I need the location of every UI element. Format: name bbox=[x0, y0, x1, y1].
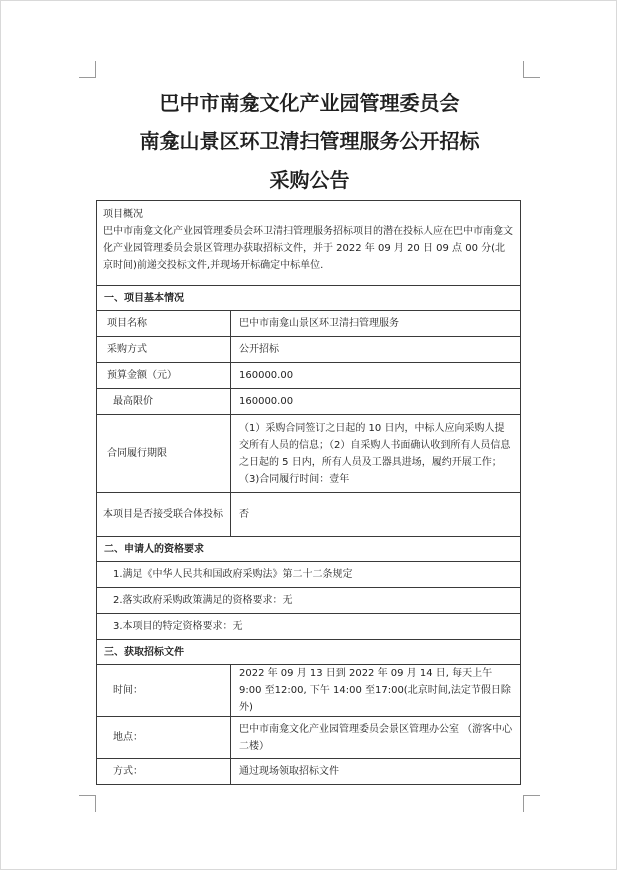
overview-row bbox=[97, 201, 521, 286]
table-row bbox=[97, 389, 521, 415]
title-line-3: 采购公告 bbox=[269, 168, 350, 192]
table-row bbox=[97, 493, 521, 537]
procurement-method-label: 采购方式 bbox=[97, 337, 231, 363]
overview-cell bbox=[97, 201, 521, 286]
section-1-header-row bbox=[97, 286, 521, 311]
section-2-heading: 二、申请人的资格要求 bbox=[97, 537, 521, 562]
table-row bbox=[97, 665, 521, 717]
section-1-heading: 一、项目基本情况 bbox=[97, 286, 521, 311]
list-item bbox=[97, 588, 521, 614]
title-line-2: 南龛山景区环卫清扫管理服务公开招标 bbox=[139, 129, 480, 153]
title-line-1: 巴中市南龛文化产业园管理委员会 bbox=[159, 91, 460, 115]
table-row bbox=[97, 759, 521, 785]
time-label: 时间： bbox=[97, 665, 231, 717]
max-price-value: 160000.00 bbox=[231, 389, 521, 415]
qualification-item: 3.本项目的特定资格要求：无 bbox=[97, 614, 521, 640]
table-row bbox=[97, 337, 521, 363]
qualification-item: 1.满足《中华人民共和国政府采购法》第二十二条规定 bbox=[97, 562, 521, 588]
table-row bbox=[97, 363, 521, 389]
method-value: 通过现场领取招标文件 bbox=[231, 759, 521, 785]
max-price-label: 最高限价 bbox=[97, 389, 231, 415]
table-row bbox=[97, 311, 521, 337]
announcement-table bbox=[96, 200, 521, 785]
overview-heading: 项目概况 bbox=[103, 209, 143, 220]
method-label: 方式： bbox=[97, 759, 231, 785]
budget-label: 预算金额（元） bbox=[97, 363, 231, 389]
procurement-method-value: 公开招标 bbox=[231, 337, 521, 363]
contract-period-value: （1）采购合同签订之日起的 10 日内，中标人应向采购人提交所有人员的信息；（2）自采购人书面确认收到所有人员信息之日起的 5 日内，所有人员及工器具进场，履约开展工作；（3)合同履行时间：壹年 bbox=[231, 415, 521, 493]
overview-text: 巴中市南龛文化产业园管理委员会环卫清扫管理服务招标项目的潜在投标人应在巴中市南龛文化产业园管理委员会景区管理办获取招标文件，并于 2022 年 09 月 20 日 09 点 00 分(北京时间)前递交投标文件,并现场开标确定中标单位. bbox=[103, 226, 513, 271]
crop-mark-bottom-left bbox=[79, 795, 96, 812]
crop-mark-top-right bbox=[523, 61, 540, 78]
section-3-heading: 三、获取招标文件 bbox=[97, 640, 521, 665]
time-value: 2022 年 09 月 13 日到 2022 年 09 月 14 日, 每天上午 9:00 至12:00, 下午 14:00 至17:00(北京时间,法定节假日除外) bbox=[231, 665, 521, 717]
consortium-value: 否 bbox=[231, 493, 521, 537]
location-label: 地点： bbox=[97, 717, 231, 759]
table-row bbox=[97, 717, 521, 759]
crop-mark-bottom-right bbox=[523, 795, 540, 812]
section-3-header-row bbox=[97, 640, 521, 665]
table-row bbox=[97, 415, 521, 493]
crop-mark-top-left bbox=[79, 61, 96, 78]
project-name-value: 巴中市南龛山景区环卫清扫管理服务 bbox=[231, 311, 521, 337]
consortium-label: 本项目是否接受联合体投标 bbox=[97, 493, 231, 537]
qualification-item: 2.落实政府采购政策满足的资格要求：无 bbox=[97, 588, 521, 614]
budget-value: 160000.00 bbox=[231, 363, 521, 389]
list-item bbox=[97, 562, 521, 588]
list-item bbox=[97, 614, 521, 640]
contract-period-label: 合同履行期限 bbox=[97, 415, 231, 493]
project-name-label: 项目名称 bbox=[97, 311, 231, 337]
section-2-header-row bbox=[97, 537, 521, 562]
location-value: 巴中市南龛文化产业园管理委员会景区管理办公室 （游客中心二楼） bbox=[231, 717, 521, 759]
